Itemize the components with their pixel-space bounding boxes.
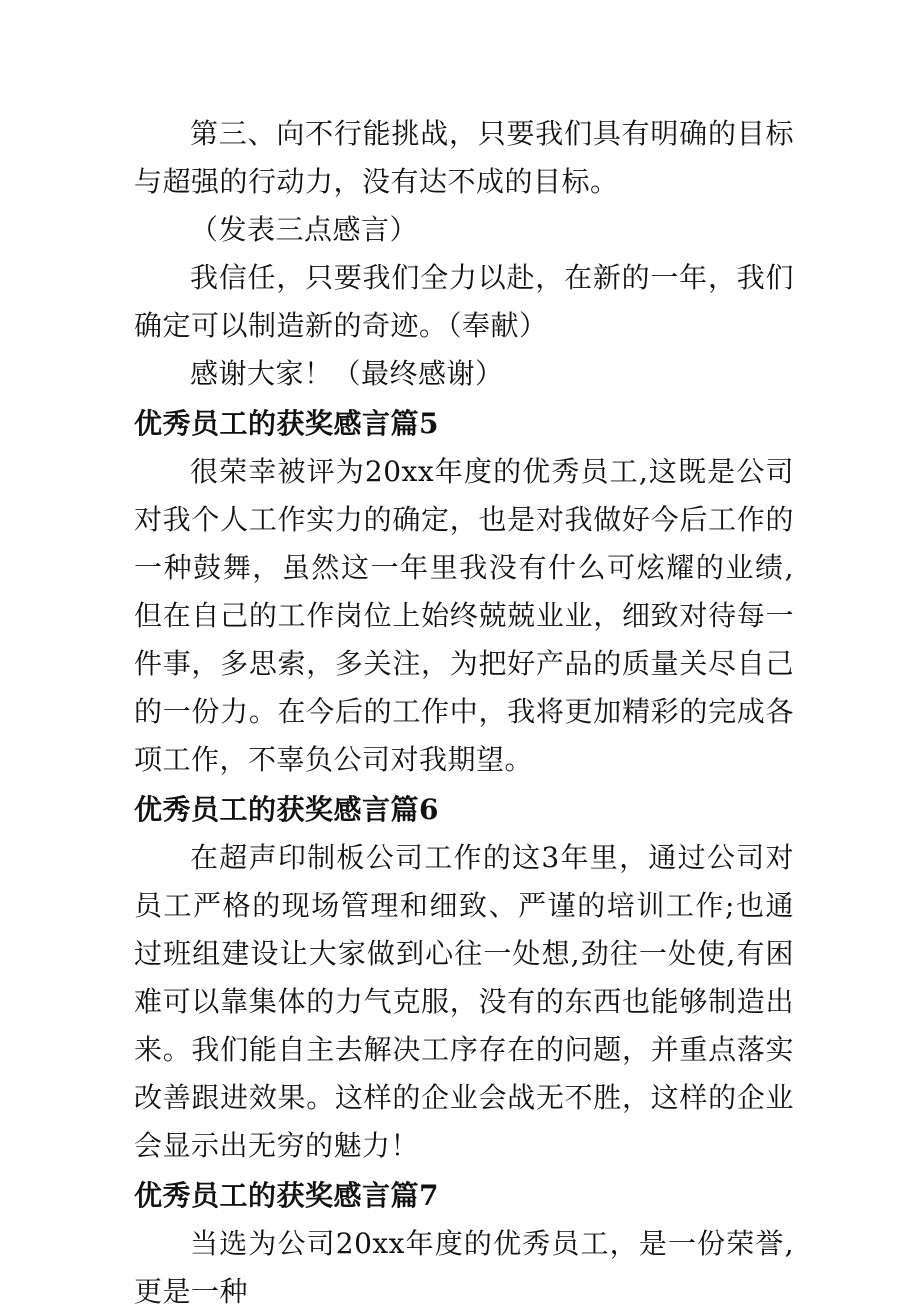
- paragraph-three-points: （发表三点感言）: [190, 213, 419, 246]
- paragraph-belief: 我信任，只要我们全力以赴，在新的一年，我们确定可以制造新的奇迹。（奉献）: [134, 261, 794, 342]
- paragraph-section-7: 当选为公司20xx年度的优秀员工，是一份荣誉,更是一种: [134, 1227, 794, 1308]
- paragraph-challenge: 第三、向不行能挑战，只要我们具有明确的目标与超强的行动力，没有达不成的目标。: [134, 117, 794, 198]
- section-heading-7: 优秀员工的获奖感言篇7: [134, 1179, 439, 1212]
- paragraph-section-6: 在超声印制板公司工作的这3年里，通过公司对员工严格的现场管理和细致、严谨的培训工作;也通过班组建设让大家做到心往一处想,劲往一处使,有困难可以靠集体的力气克服，没有的东西也能够制造出来。我们能自主去解决工序存在的问题，并重点落实改善跟进效果。这样的企业会战无不胜，这样的企业会显示出无穷的魅力！: [134, 841, 794, 1162]
- section-heading-6: 优秀员工的获奖感言篇6: [134, 793, 439, 826]
- paragraph-thanks: 感谢大家！（最终感谢）: [190, 357, 504, 390]
- paragraph-section-5: 很荣幸被评为20xx年度的优秀员工,这既是公司对我个人工作实力的确定，也是对我做好今后工作的一种鼓舞，虽然这一年里我没有什么可炫耀的业绩,但在自己的工作岗位上始终兢兢业业，细致对待每一件事，多思索，多关注，为把好产品的质量关尽自己的一份力。在今后的工作中，我将更加精彩的完成各项工作，不辜负公司对我期望。: [134, 455, 794, 776]
- section-heading-5: 优秀员工的获奖感言篇5: [134, 407, 439, 440]
